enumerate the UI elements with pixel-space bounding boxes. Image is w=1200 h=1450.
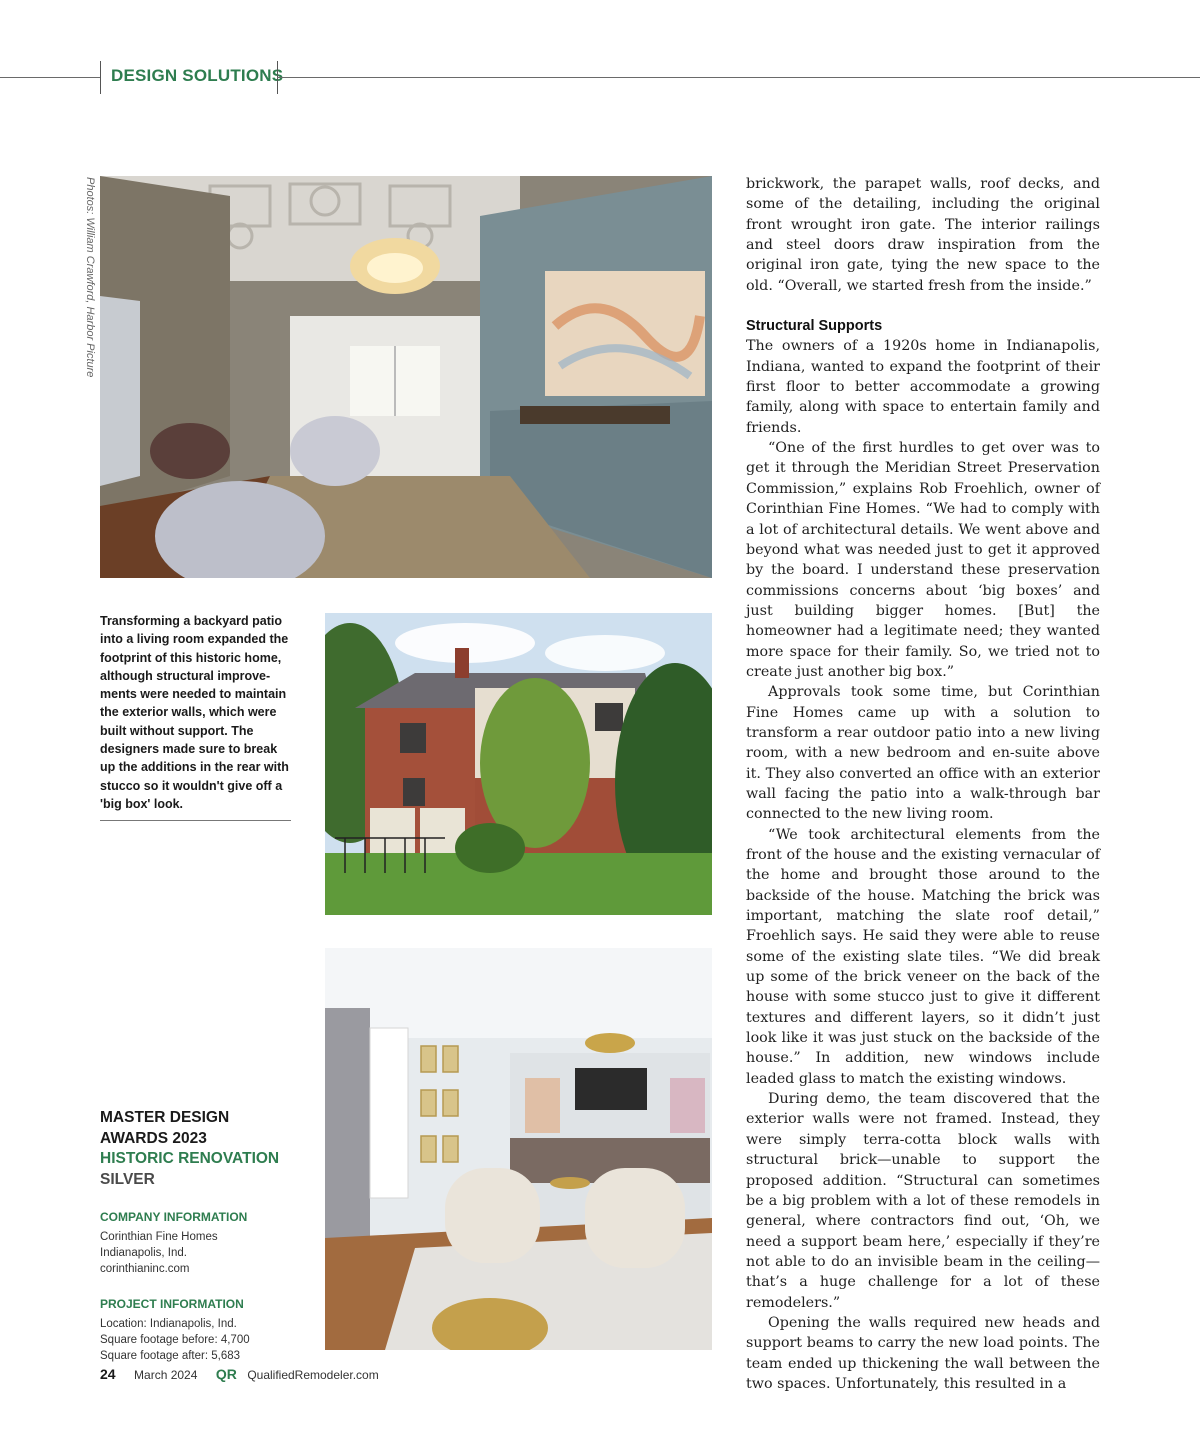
photo-credit: Photos: William Crawford, Harbor Picture	[84, 177, 96, 378]
section-label: DESIGN SOLUTIONS	[111, 66, 284, 85]
header-rule-left	[0, 77, 100, 78]
website-link[interactable]: QualifiedRemodeler.com	[247, 1368, 379, 1382]
page-number: 24	[100, 1366, 116, 1382]
exterior-brick-house-photo	[325, 613, 712, 915]
article-paragraph: During demo, the team discovered that the exterior walls were not framed. Instead, they were simply terra-cotta block walls with structural brick—unable to support the proposed addition. “Structural can sometimes be a big problem with a lot of these remodels in general, where contractors find out, ‘Oh, we need a support beam here,’ especially if they’re not able to do an invisible beam in the ceiling—that’s a huge challenge for a lot of these remodelers.”	[746, 1091, 1100, 1311]
project-info-heading: PROJECT INFORMATION	[100, 1297, 244, 1311]
header-divider-left	[100, 61, 101, 94]
awards-category: HISTORIC RENOVATION	[100, 1150, 280, 1167]
project-location: Location: Indianapolis, Ind.	[100, 1318, 237, 1330]
header-rule-right	[277, 77, 1200, 78]
awards-box	[100, 1108, 315, 1364]
caption-rule	[100, 820, 291, 821]
article-paragraph: “We took architectural elements from the front of the house and the existing vernacular of the home and brought those around to the backside of the house. Matching the brick was important, matching the slate roof detail,” Froehlich says. He said they were able to reuse some of the existing slate tiles. “We did break up some of the brick veneer on the back of the house with some stucco just to give it different textures and different layers, so it didn’t just look like it was just stuck on the backside of the house.” In addition, new windows include leaded glass to match the existing windows.	[746, 826, 1100, 1087]
company-name: Corinthian Fine Homes	[100, 1231, 218, 1243]
article-paragraph: brickwork, the parapet walls, roof decks, and some of the detailing, including the original front wrought iron gate. The interior railings and steel doors draw inspiration from the original iron gate, tying the new space to the old. “Overall, we started fresh from the inside.”	[746, 176, 1100, 294]
bar-interior-photo	[100, 176, 712, 578]
article-paragraph: “One of the first hurdles to get over was to get it through the Meridian Street Preservation Commission,” explains Rob Froehlich, owner of Corinthian Fine Homes. “We had to comply with a lot of architectural details. We went above and beyond what was needed just to get it approved by the board. I understand these preservation commissions concerns about ‘big boxes’ and just building bigger homes. [But] the homeowner had a legitimate need; they wanted more space for their family. So, we tried not to create just another big box.”	[746, 440, 1100, 680]
brand-logo: QR	[215, 1366, 237, 1382]
awards-title-line2: AWARDS 2023	[100, 1129, 207, 1147]
article-body	[746, 174, 1100, 1394]
issue-date: March 2024	[134, 1368, 198, 1382]
living-room-photo	[325, 948, 712, 1350]
project-sqft-after: Square footage after: 5,683	[100, 1350, 241, 1362]
subheading: Structural Supports	[746, 318, 883, 335]
awards-level: SILVER	[100, 1170, 155, 1188]
awards-title-line1: MASTER DESIGN	[100, 1109, 230, 1126]
page-footer	[100, 1366, 379, 1384]
article-paragraph: Approvals took some time, but Corinthian Fine Homes came up with a solution to transform a rear outdoor patio into a new living room, with a new bedroom and en-suite above it. They also converted an office with an exterior wall facing the patio into a walk-through bar connected to the new living room.	[746, 684, 1100, 823]
article-paragraph: The owners of a 1920s home in Indianapolis, Indiana, wanted to expand the footprint of their first floor to better accommodate a growing family, along with space to entertain family and friends.	[746, 338, 1100, 436]
project-sqft-before: Square footage before: 4,700	[100, 1334, 250, 1346]
photo-caption: Transforming a backyard patio into a living room expanded the footprint of this historic home, although structural improvements were needed to maintain the exterior walls, which were built without support. The designers made sure to break up the additions in the rear with stucco so it wouldn't give off a 'big box' look.	[100, 614, 289, 811]
company-website: corinthianinc.com	[100, 1263, 190, 1275]
article-paragraph: Opening the walls required new heads and support beams to carry the new load points. The team ended up thickening the wall between the two spaces. Unfortunately, this resulted in a	[746, 1314, 1100, 1392]
company-info-heading: COMPANY INFORMATION	[100, 1210, 248, 1224]
company-location: Indianapolis, Ind.	[100, 1247, 187, 1259]
